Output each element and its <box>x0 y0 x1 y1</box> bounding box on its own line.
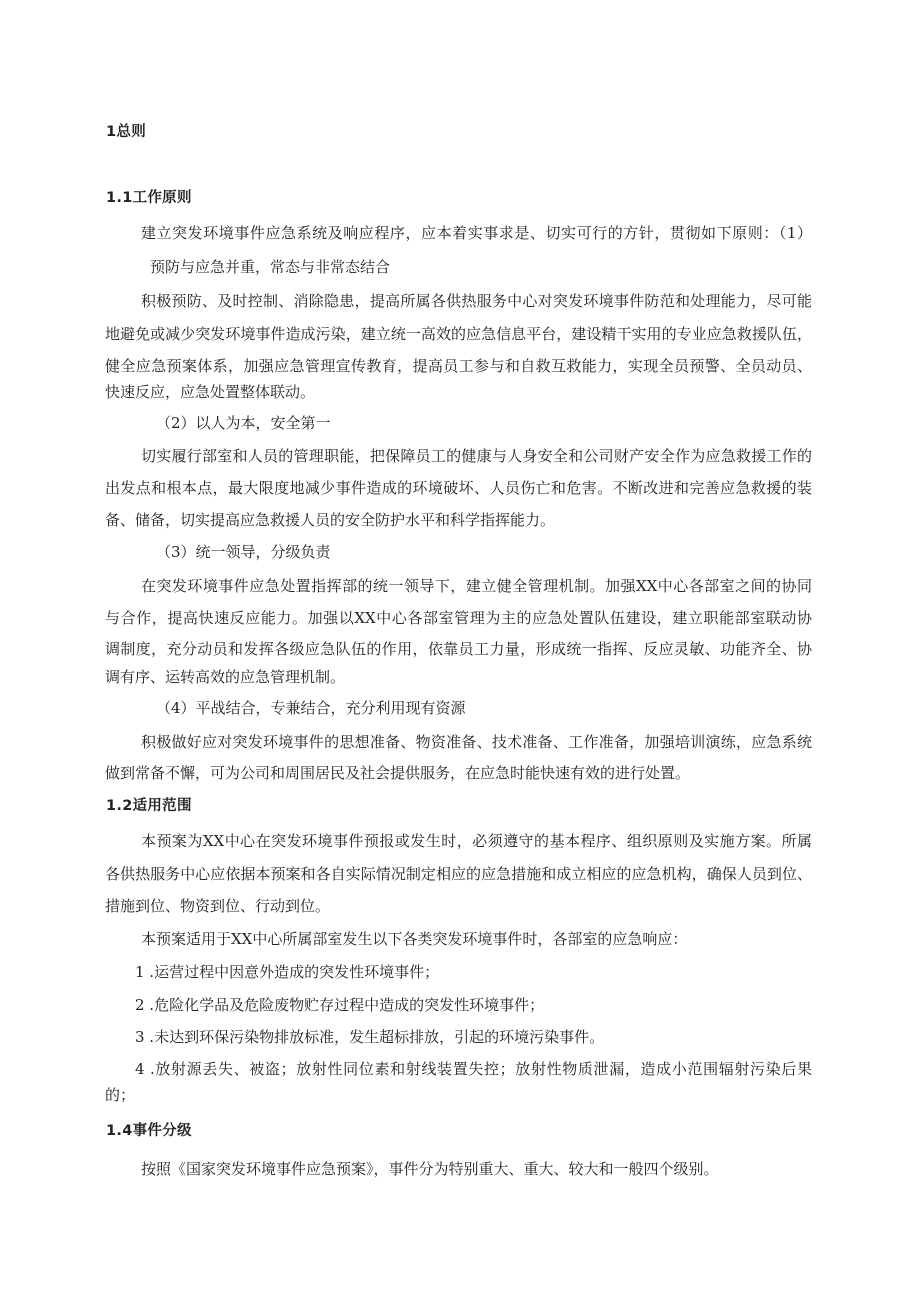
principle-3-line: 在突发环境事件应急处置指挥部的统一领导下，建立健全管理机制。加强XX中心各部室之间的协同 <box>141 577 812 595</box>
principle-4-line: 做到常备不懈，可为公司和周围居民及社会提供服务，在应急时能快速有效的进行处置。 <box>105 764 691 782</box>
principle-4-title: （4）平战结合，专兼结合，充分利用现有资源 <box>156 699 466 717</box>
principle-2-line: 出发点和根本点，最大限度地减少事件造成的环境破坏、人员伤亡和危害。不断改进和完善应急救援的装 <box>105 479 812 497</box>
scope-line: 措施到位、物资到位、行动到位。 <box>105 897 331 915</box>
scope-item: 1 .运营过程中因意外造成的突发性环境事件； <box>135 963 440 981</box>
principle-1-line: 地避免或减少突发环境事件造成污染，建立统一高效的应急信息平台，建设精干实用的专业应急救援队伍， <box>105 325 812 343</box>
principle-2-title: （2）以人为本，安全第一 <box>156 414 331 432</box>
scope-line: 本预案为XX中心在突发环境事件预报或发生时，必须遵守的基本程序、组织原则及实施方案。所属 <box>141 832 812 850</box>
principle-1-line: 快速反应，应急处置整体联动。 <box>105 383 316 401</box>
principle-3-line: 与合作，提高快速反应能力。加强以XX中心各部室管理为主的应急处置队伍建设，建立职能部室联动协 <box>105 609 812 627</box>
scope-line: 各供热服务中心应依据本预案和各自实际情况制定相应的应急措施和成立相应的应急机构，确保人员到位、 <box>105 865 812 883</box>
principle-2-line: 备、储备，切实提高应急救援人员的安全防护水平和科学指挥能力。 <box>105 511 556 529</box>
principle-3-line: 调有序、运转高效的应急管理机制。 <box>105 668 346 686</box>
principle-1-title: 预防与应急并重，常态与非常态结合 <box>150 258 391 276</box>
scope-item: 2 .危险化学品及危险废物贮存过程中造成的突发性环境事件； <box>135 996 545 1014</box>
scope-item: 4 .放射源丢失、被盗；放射性同位素和射线装置失控；放射性物质泄漏，造成小范围辐射污染后果 <box>135 1060 812 1078</box>
principle-3-title: （3）统一领导，分级负责 <box>156 543 331 561</box>
principle-4-line: 积极做好应对突发环境事件的思想准备、物资准备、技术准备、工作准备，加强培训演练，应急系统 <box>141 733 812 751</box>
principle-1-line: 积极预防、及时控制、消除隐患，提高所属各供热服务中心对突发环境事件防范和处理能力，尽可能 <box>141 292 812 310</box>
scope-item: 3 .未达到环保污染物排放标准，发生超标排放，引起的环境污染事件。 <box>135 1028 605 1046</box>
principle-1-line: 健全应急预案体系，加强应急管理宣传教育，提高员工参与和自救互救能力，实现全员预警、全员动员、 <box>105 357 812 375</box>
heading-general: 1总则 <box>106 124 146 140</box>
heading-event-grading: 1.4事件分级 <box>106 1123 192 1139</box>
principles-intro: 建立突发环境事件应急系统及响应程序，应本着实事求是、切实可行的方针，贯彻如下原则：（1） <box>141 224 812 242</box>
heading-work-principles: 1.1工作原则 <box>106 190 192 206</box>
grading-text: 按照《国家突发环境事件应急预案》，事件分为特别重大、重大、较大和一般四个级别。 <box>141 1160 719 1178</box>
scope-applies: 本预案适用于XX中心所属部室发生以下各类突发环境事件时，各部室的应急响应： <box>141 930 688 948</box>
scope-item-continuation: 的； <box>105 1086 136 1104</box>
principle-2-line: 切实履行部室和人员的管理职能，把保障员工的健康与人身安全和公司财产安全作为应急救援工作的 <box>141 447 812 465</box>
principle-3-line: 调制度，充分动员和发挥各级应急队伍的作用，依靠员工力量，形成统一指挥、反应灵敏、功能齐全、协 <box>105 640 812 658</box>
heading-scope: 1.2适用范围 <box>106 798 192 814</box>
